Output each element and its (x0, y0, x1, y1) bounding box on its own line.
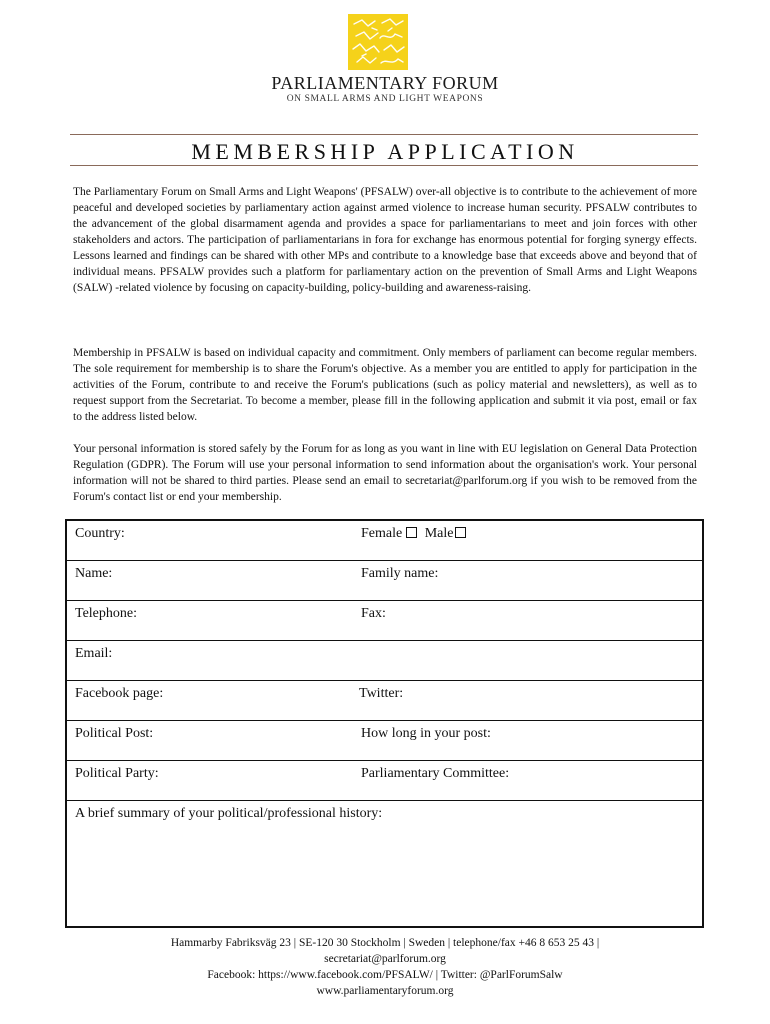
form-row-summary (67, 801, 702, 926)
parliamentary-forum-logo (348, 14, 408, 70)
facebook-field[interactable]: Facebook page: (75, 686, 164, 701)
footer-email: secretariat@parlforum.org (324, 953, 446, 965)
footer-website: www.parliamentaryforum.org (316, 985, 454, 997)
form-row-email (67, 641, 702, 681)
female-label: Female (361, 526, 403, 541)
membership-paragraph: Membership in PFSALW is based on individual capacity and commitment. Only members of parliament can become regular members. The sole requirement for membership is to share the Forum's objective. As a member you are entitled to apply for participation in the activities of the Forum, contribute to and receive the Forum's publications (such as policy material and newsletters), as well as to request support from the Secretariat. To become a member, please fill in the following application and submit it via post, email or fax to the address listed below. (73, 347, 697, 423)
telephone-field[interactable]: Telephone: (75, 606, 137, 621)
political-post-field[interactable]: Political Post: (75, 726, 154, 741)
form-row-country (67, 521, 702, 561)
intro-paragraph: The Parliamentary Forum on Small Arms and Light Weapons' (PFSALW) over-all objective is to contribute to the achievement of more peaceful and developed societies by parliamentary action against armed violence to increase human security. PFSALW contributes to the advancement of the global disarmament agenda and provides a space for parliamentarians to meet and join forces with other stakeholders and actors. The participation of parliamentarians in fora for exchange has enormous potential for forging synergy effects. Lessons learned and findings can be shared with other MPs and contribute to a knowledge base that exceeds above and beyond that of individual means. PFSALW provides such a platform for parliamentary action on the prevention of Small Arms and Light Weapons (SALW) -related violence by focusing on capacity-building, policy-building and awareness-raising. (73, 186, 697, 294)
logo-icon (348, 14, 408, 70)
political-party-field[interactable]: Political Party: (75, 766, 159, 781)
title-top-rule (70, 134, 698, 135)
email-field[interactable]: Email: (75, 646, 113, 661)
name-field[interactable]: Name: (75, 566, 113, 581)
form-row-name (67, 561, 702, 601)
gender-field (361, 526, 470, 542)
privacy-paragraph: Your personal information is stored safely by the Forum for as long as you want in line with EU legislation on General Data Protection Regulation (GDPR). The Forum will use your personal information to send information about the organisation's work. Your personal information will not be shared to third parties. Please send an email to secretariat@parlforum.org if you wish to be removed from the Forum's contact list or end your membership. (73, 443, 697, 503)
country-field[interactable]: Country: (75, 526, 125, 541)
form-row-social (67, 681, 702, 721)
how-long-field[interactable]: How long in your post: (361, 726, 491, 741)
family-name-field[interactable]: Family name: (361, 566, 439, 581)
footer-address: Hammarby Fabriksväg 23 | SE-120 30 Stockholm | Sweden | telephone/fax +46 8 653 25 43 | (170, 937, 600, 949)
summary-field[interactable]: A brief summary of your political/professional history: (75, 806, 383, 821)
footer-social: Facebook: https://www.facebook.com/PFSALW/ | Twitter: @ParlForumSalw (207, 969, 563, 981)
twitter-field[interactable]: Twitter: (359, 686, 404, 701)
title-bottom-rule (70, 165, 698, 166)
female-checkbox[interactable] (406, 527, 417, 538)
fax-field[interactable]: Fax: (361, 606, 386, 621)
committee-field[interactable]: Parliamentary Committee: (361, 766, 510, 781)
application-form (65, 519, 704, 928)
form-row-telephone (67, 601, 702, 641)
page-title: MEMBERSHIP APPLICATION (191, 139, 579, 164)
male-label: Male (424, 526, 454, 541)
org-subtitle: ON SMALL ARMS AND LIGHT WEAPONS (286, 94, 484, 104)
form-row-political-post (67, 721, 702, 761)
male-checkbox[interactable] (455, 527, 466, 538)
form-row-political-party (67, 761, 702, 801)
org-name: PARLIAMENTARY FORUM (271, 73, 499, 93)
